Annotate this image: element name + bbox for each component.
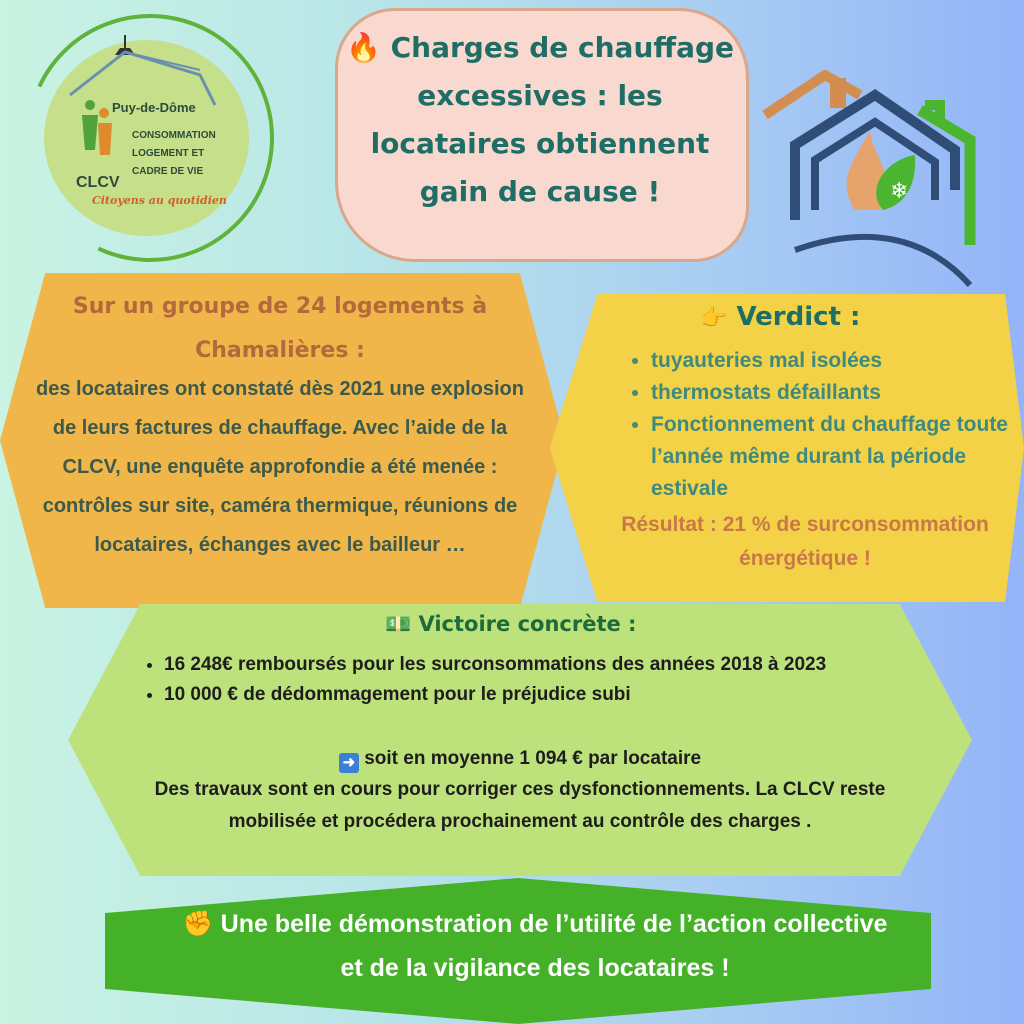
logo-acronym: CLCV xyxy=(76,174,120,191)
list-item: • 16 248€ remboursés pour les surconsommations des années 2018 à 2023 xyxy=(164,650,934,680)
svg-text:❄: ❄ xyxy=(890,179,909,204)
logo-line-1: CONSOMMATION xyxy=(132,130,216,141)
logo-line-3: CADRE DE VIE xyxy=(132,166,204,177)
verdict-heading xyxy=(700,302,920,332)
victory-list xyxy=(140,650,934,710)
list-item: • tuyauteries mal isolées xyxy=(651,345,1024,377)
conclusion-text-body: Une belle démonstration de l’utilité de l’action collective et de la vigilance des locataires ! xyxy=(220,910,888,982)
conclusion-text xyxy=(175,902,895,990)
victory-heading xyxy=(385,612,685,637)
victory-heading-text: Victoire concrète : xyxy=(418,612,637,636)
context-body: des locataires ont constaté dès 2021 une explosion de leurs factures de chauffage. Avec l’aide de la CLCV, une enquête approfondie a été menée : contrôles sur site, caméra thermique, réunions de locataires, échanges avec le bailleur … xyxy=(36,378,524,556)
list-item: • 10 000 € de dédommagement pour le préjudice subi xyxy=(164,680,934,710)
list-item: • Fonctionnement du chauffage toute l’année même durant la période estivale xyxy=(651,409,1024,505)
victory-average xyxy=(140,744,900,774)
victory-footer: Des travaux sont en cours pour corriger ces dysfonctionnements. La CLCV reste mobilisée et procédera prochainement au contrôle des charges . xyxy=(154,779,886,832)
fire-icon: 🔥 xyxy=(345,31,381,64)
list-item: • thermostats défaillants xyxy=(651,377,1024,409)
right-arrow-icon: ➜ xyxy=(339,753,359,773)
verdict-list xyxy=(625,345,1024,505)
title-text: Charges de chauffage excessives : les locataires obtiennent gain de cause ! xyxy=(370,31,734,208)
logo-line-2: LOGEMENT ET xyxy=(132,148,205,159)
house-heating-icon xyxy=(755,70,995,295)
verdict-heading-text: Verdict : xyxy=(736,302,861,332)
victory-average-text: soit en moyenne 1 094 € par locataire xyxy=(364,748,702,769)
money-icon: 💵 xyxy=(385,612,412,636)
page-title xyxy=(345,24,735,216)
logo-tagline: Citoyens au quotidien xyxy=(92,194,227,207)
logo-region: Puy-de-Dôme xyxy=(112,100,196,115)
pointing-hand-icon: 👉 xyxy=(700,306,728,331)
raised-fist-icon: ✊ xyxy=(182,909,214,938)
context-heading: Sur un groupe de 24 logements à Chamalières : xyxy=(72,294,488,363)
verdict-result: Résultat : 21 % de surconsommation énergétique ! xyxy=(621,513,989,570)
